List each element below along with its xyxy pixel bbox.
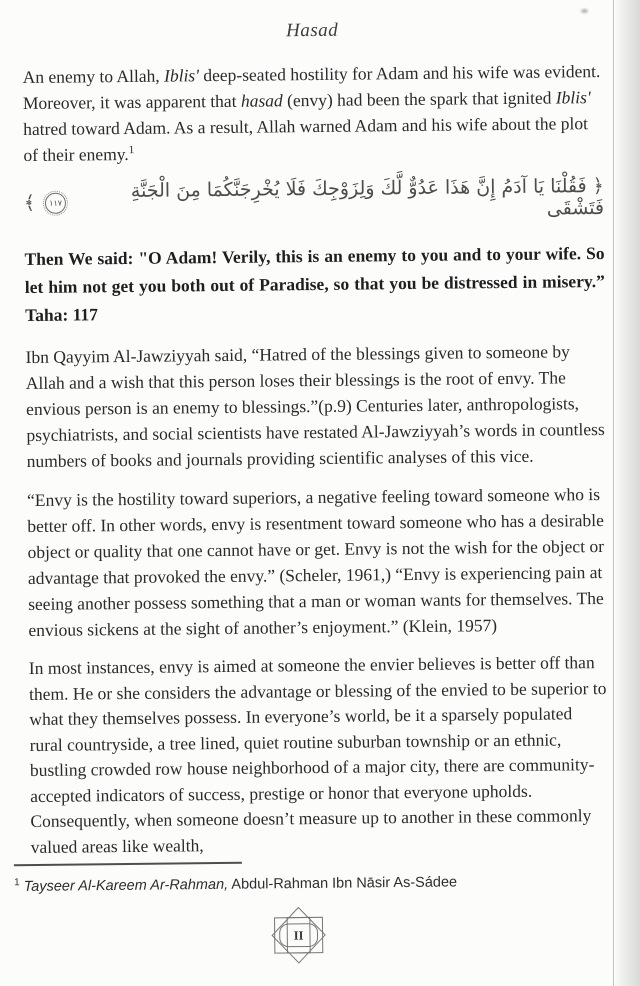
footnote-text: [14, 867, 611, 897]
intro-italic-iblis-1: Iblis': [163, 65, 200, 86]
intro-text-4: hatred toward Adam. As a result, Allah warned Adam and his wife about the plot of their enemy.: [23, 113, 588, 166]
footnote-marker: 1: [14, 877, 20, 889]
envy-definitions-paragraph: “Envy is the hostility toward superiors, a negative feeling toward someone who is better off. In other words, envy is resentment toward someone who has a desirable object or quality that one cannot have or get. Envy is not the wish for the object or advantage that provoked the envy.” (Scheler, 1961,) “Envy is experiencing pain at seeing another possess something that a man or woman wants for themselves. The envious sickens at the sight of another’s enjoyment.” (Klein, 1957): [26, 484, 605, 641]
footnote-reference-marker: 1: [128, 144, 135, 157]
intro-text-2: deep-seated hostility for Adam and his wife was evident. Moreover, it was apparent that: [22, 61, 601, 114]
quran-verse-arabic: [24, 175, 604, 225]
footnote-separator-rule: [14, 862, 242, 866]
page-title: Hasad: [285, 19, 339, 42]
verse-closing-bracket: ﴾: [23, 191, 36, 215]
jawziyyah-paragraph: Ibn Qayyim Al-Jawziyyah said, “Hatred of the blessings given to someone by Allah and a wish that this person loses their blessings is the root of envy. The envious person is an enemy to blessings.”(p.9) Centuries later, anthropologists, psychiatrists, and social scientists have restated Al-Jawziyyah’s words in countless numbers of books and journals providing scientific analyses of this vice.: [25, 341, 605, 472]
book-page: [14, 17, 612, 967]
intro-italic-iblis-2: Iblis': [555, 87, 591, 108]
star-ornament-graphic: [260, 906, 337, 965]
intro-italic-hasad: hasad: [240, 90, 283, 111]
most-instances-paragraph: In most instances, envy is aimed at someone the envier believes is better off than them. He or she considers the advantage or blessing of the envied to be superior to what they themselves possess. In everyone’s world, be it a sparsely populated rural countryside, a tree lined, quiet routine suburban township or an ethnic, bustling crowded row house neighborhood of a major city, there are community-accepted indicators of success, prestige or honor that everyone upholds. Consequently, when someone doesn’t measure up to another in these commonly valued areas like wealth,: [28, 652, 607, 857]
intro-text-1: An enemy to Allah,: [22, 65, 165, 88]
ayah-number-medallion: ١١٧: [45, 192, 66, 213]
page-number-ornament: [8, 903, 589, 967]
verse-translation-paragraph: Then We said: "O Adam! Verily, this is an enemy to you and to your wife. So let him not get you both out of Paradise, so that you be distressed in misery.” Taha: 117: [24, 242, 605, 326]
footnote-work-title: Tayseer Al-Kareem Ar-Rahman,: [23, 876, 229, 895]
page-number-text: II: [293, 928, 304, 943]
scan-edge-shading: [613, 0, 640, 986]
footnote-author: Abdul-Rahman Ibn Nāsir As-Sádee: [228, 874, 458, 893]
scan-artifact-speck: [581, 9, 588, 13]
intro-paragraph: [23, 58, 604, 168]
verse-arabic-text: ﴿ فَقُلْنَا يَا آدَمُ إِنَّ هَذَا عَدُوٌّ لَّكَ وَلِزَوْجِكَ فَلَا يُخْرِجَنَّكُمَا مِنَ الْجَنَّةِ فَتَشْقَى: [130, 174, 605, 220]
intro-text-3: (envy) had been the spark that ignited: [282, 87, 556, 111]
footnote-section: [14, 858, 611, 897]
